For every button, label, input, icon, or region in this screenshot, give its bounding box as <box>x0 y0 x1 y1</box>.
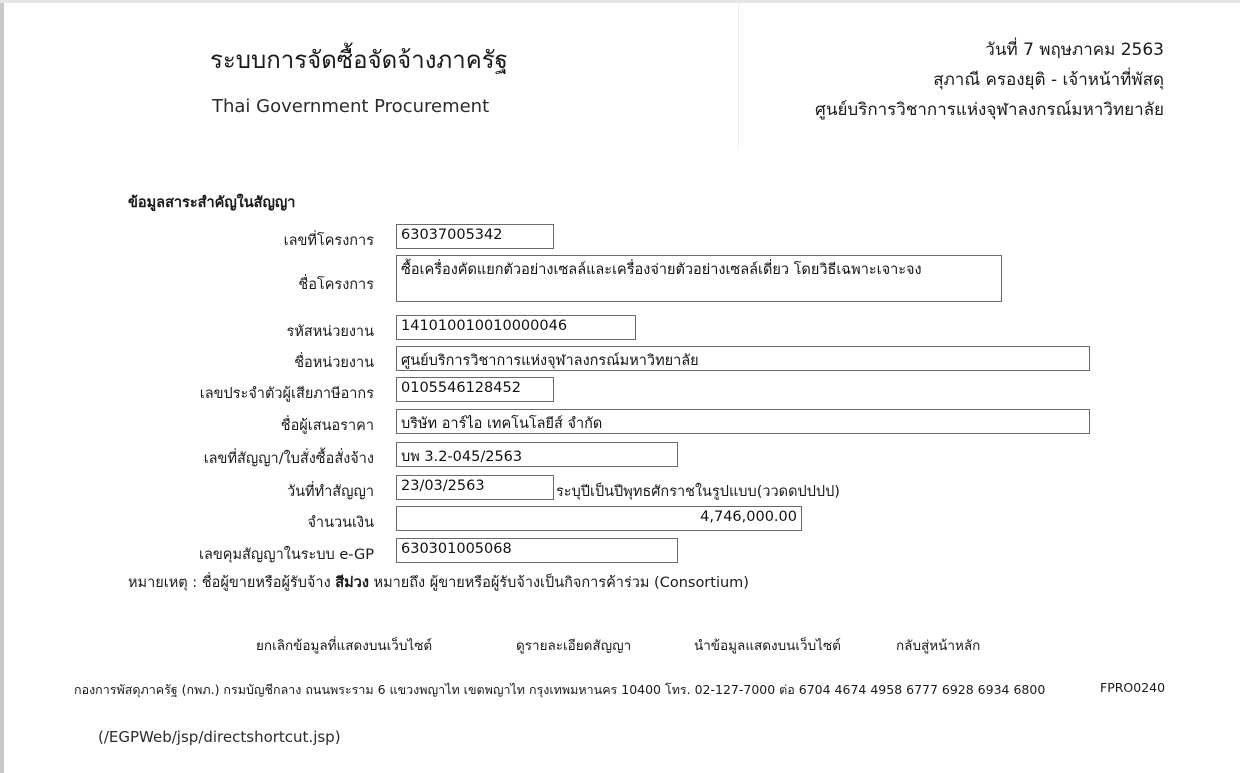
tax-id-field[interactable]: 0105546128452 <box>396 377 554 402</box>
bidder-name-field[interactable]: บริษัท อาร์ไอ เทคโนโลยีส์ จำกัด <box>396 409 1090 434</box>
note-prefix: หมายเหตุ : ชื่อผู้ขายหรือผู้รับจ้าง <box>128 575 331 591</box>
back-home-link[interactable]: กลับสู่หน้าหลัก <box>896 638 981 654</box>
contract-no-label: เลขที่สัญญา/ใบสั่งซื้อสั่งจ้าง <box>203 451 374 467</box>
paper-fold-line <box>738 0 739 150</box>
system-title-thai: ระบบการจัดซื้อจัดจ้างภาครัฐ <box>210 46 508 74</box>
contract-date-label: วันที่ทำสัญญา <box>286 484 374 500</box>
print-date: วันที่ 7 พฤษภาคม 2563 <box>985 40 1164 60</box>
bidder-name-label: ชื่อผู้เสนอราคา <box>280 418 374 434</box>
system-title-english: Thai Government Procurement <box>212 96 490 117</box>
user-name-role: สุภาณี ครองยุติ - เจ้าหน้าที่พัสดุ <box>933 70 1164 90</box>
note-highlight: สีม่วง <box>335 575 369 591</box>
agency-code-field[interactable]: 141010010010000046 <box>396 315 636 340</box>
page-url: (/EGPWeb/jsp/directshortcut.jsp) <box>98 728 341 746</box>
footer-address: กองการพัสดุภาครัฐ (กพภ.) กรมบัญชีกลาง ถนนพระราม 6 แขวงพญาไท เขตพญาไท กรุงเทพมหานคร 10400 โทร. 02-127-7000 ต่อ 6704 4674 4958 6777 6928 6934 6800 <box>74 682 1046 697</box>
contract-no-field[interactable]: บพ 3.2-045/2563 <box>396 442 678 467</box>
section-title: ข้อมูลสาระสำคัญในสัญญา <box>128 195 296 211</box>
scan-edge-top <box>0 0 1240 3</box>
user-organization: ศูนย์บริการวิชาการแห่งจุฬาลงกรณ์มหาวิทยาลัย <box>815 100 1164 120</box>
amount-label: จำนวนเงิน <box>307 515 374 531</box>
egp-control-no-label: เลขคุมสัญญาในระบบ e-GP <box>199 547 374 563</box>
contract-date-hint: ระบุปีเป็นปีพุทธศักราชในรูปแบบ(ววดดปปปป) <box>556 484 840 500</box>
amount-field[interactable]: 4,746,000.00 <box>396 506 802 531</box>
consortium-note <box>128 571 749 594</box>
agency-name-field[interactable]: ศูนย์บริการวิชาการแห่งจุฬาลงกรณ์มหาวิทยาลัย <box>396 346 1090 371</box>
view-details-link[interactable]: ดูรายละเอียดสัญญา <box>516 638 632 654</box>
agency-code-label: รหัสหน่วยงาน <box>286 324 374 340</box>
project-no-field[interactable]: 63037005342 <box>396 224 554 249</box>
tax-id-label: เลขประจำตัวผู้เสียภาษีอากร <box>199 386 374 402</box>
project-no-label: เลขที่โครงการ <box>283 233 374 249</box>
cancel-display-link[interactable]: ยกเลิกข้อมูลที่แสดงบนเว็บไซต์ <box>256 638 433 654</box>
note-suffix: หมายถึง ผู้ขายหรือผู้รับจ้างเป็นกิจการค้าร่วม (Consortium) <box>373 575 749 591</box>
project-name-label: ชื่อโครงการ <box>298 277 374 293</box>
publish-link[interactable]: นำข้อมูลแสดงบนเว็บไซต์ <box>694 638 841 654</box>
contract-date-field[interactable]: 23/03/2563 <box>396 475 554 500</box>
agency-name-label: ชื่อหน่วยงาน <box>294 355 374 371</box>
project-name-field[interactable]: ซื้อเครื่องคัดแยกตัวอย่างเซลล์และเครื่องจ่ายตัวอย่างเซลล์เดี่ยว โดยวิธีเฉพาะเจาะจง <box>396 255 1002 302</box>
scan-edge-left <box>0 0 4 773</box>
egp-control-no-field[interactable]: 630301005068 <box>396 538 678 563</box>
form-code: FPRO0240 <box>1100 680 1166 695</box>
